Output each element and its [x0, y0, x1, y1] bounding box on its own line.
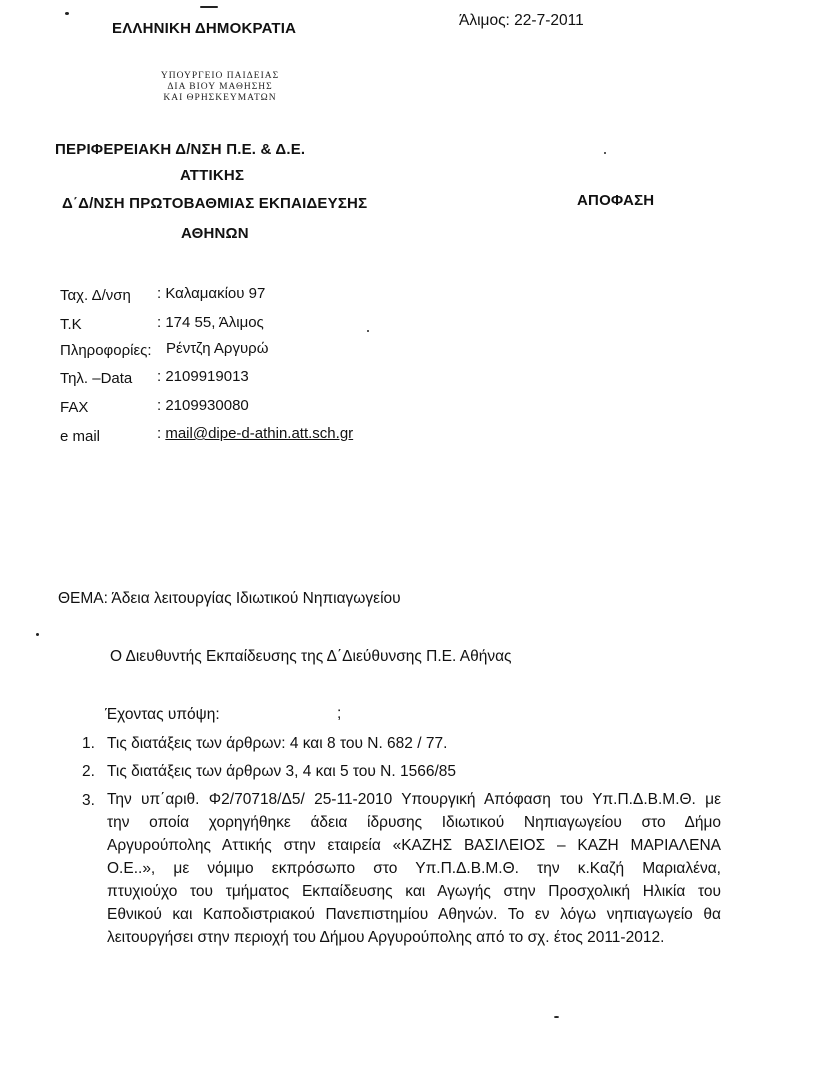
contact-label: Τ.Κ	[60, 316, 82, 333]
ministry-block	[130, 71, 310, 104]
paragraph-line: Ο.Ε..», με νόμιμο εκπρόσωπο στο Υπ.Π.Δ.Β.Μ.Θ. την κ.Καζή Μαριαλένα,	[107, 860, 721, 877]
directorate-line: ΠΕΡΙΦΕΡΕΙΑΚΗ Δ/ΝΣΗ Π.Ε. & Δ.Ε.	[55, 141, 306, 158]
contact-value: : 2109930080	[157, 397, 249, 414]
considering-heading: Έχοντας υπόψη:	[105, 706, 220, 723]
list-item-paragraph	[107, 788, 721, 949]
contact-value: : 174 55, Άλιμος	[157, 314, 264, 331]
paragraph-line: Την υπ΄αριθ. Φ2/70718/Δ5/ 25-11-2010 Υπουργική Απόφαση του Υπ.Π.Δ.Β.Μ.Θ. με	[107, 791, 721, 808]
considering-mark: ;	[337, 705, 342, 722]
paragraph-line: πτυχιούχο του τμήματος Εκπαίδευσης και Αγωγής στην Προσχολική Ηλικία του	[107, 883, 721, 900]
list-item-text: Τις διατάξεις των άρθρων: 4 και 8 του Ν. 682 / 77.	[107, 735, 448, 752]
document-type: ΑΠΟΦΑΣΗ	[577, 192, 655, 209]
contact-value: : Καλαμακίου 97	[157, 285, 266, 302]
scan-speck	[65, 12, 69, 15]
contact-label: e mail	[60, 428, 101, 445]
list-number: 2.	[82, 763, 95, 780]
contact-label: Πληροφορίες:	[60, 342, 152, 359]
paragraph-line: την οποία χορηγήθηκε άδεια ίδρυσης Ιδιωτικού Νηπιαγωγείου στο Δήμο	[107, 814, 721, 831]
list-item-text: Τις διατάξεις των άρθρων 3, 4 και 5 του Ν. 1566/85	[107, 763, 457, 780]
directorate-line: ΑΤΤΙΚΗΣ	[180, 167, 245, 184]
scan-speck	[200, 6, 218, 8]
list-number: 1.	[82, 735, 95, 752]
email-line	[157, 425, 353, 442]
contact-value: : 2109919013	[157, 368, 249, 385]
paragraph-line: λειτουργήσει στην περιοχή του Δήμου Αργυρούπολης από το σχ. έτος 2011-2012.	[107, 929, 665, 946]
director-line: Ο Διευθυντής Εκπαίδευσης της Δ΄Διεύθυνσης Π.Ε. Αθήνας	[110, 648, 512, 665]
contact-value: Ρέντζη Αργυρώ	[166, 340, 269, 357]
contact-label: Τηλ. –Data	[60, 370, 133, 387]
ministry-line: ΚΑΙ ΘΡΗΣΚΕΥΜΑΤΩΝ	[163, 93, 277, 103]
place-date: Άλιμος: 22-7-2011	[459, 12, 584, 29]
directorate-line: ΑΘΗΝΩΝ	[181, 225, 249, 242]
scan-speck	[367, 330, 369, 332]
subject-line: ΘΕΜΑ: Άδεια λειτουργίας Ιδιωτικού Νηπιαγωγείου	[58, 590, 401, 607]
republic-title: ΕΛΛΗΝΙΚΗ ΔΗΜΟΚΡΑΤΙΑ	[112, 20, 297, 37]
directorate-line: Δ΄Δ/ΝΣΗ ΠΡΩΤΟΒΑΘΜΙΑΣ ΕΚΠΑΙΔΕΥΣΗΣ	[62, 195, 368, 212]
scan-speck	[36, 633, 39, 636]
paragraph-line: Αργυρούπολης Αττικής στην εταιρεία «ΚΑΖΗΣ ΒΑΣΙΛΕΙΟΣ – ΚΑΖΗ ΜΑΡΙΑΛΕΝΑ	[107, 837, 721, 854]
paragraph-line: Εθνικού και Καποδιστριακού Πανεπιστημίου Αθηνών. Το εν λόγω νηπιαγωγείο θα	[107, 906, 721, 923]
contact-label: Ταχ. Δ/νση	[60, 287, 131, 304]
scan-speck	[554, 1016, 559, 1018]
list-number: 3.	[82, 792, 95, 809]
email-link[interactable]: mail@dipe-d-athin.att.sch.gr	[165, 425, 354, 442]
ministry-line: ΔΙΑ ΒΙΟΥ ΜΑΘΗΣΗΣ	[167, 82, 273, 92]
ministry-line: ΥΠΟΥΡΓΕΙΟ ΠΑΙΔΕΙΑΣ	[160, 71, 280, 81]
email-prefix: :	[157, 425, 166, 442]
contact-label: FAX	[60, 399, 89, 416]
scan-speck	[604, 152, 606, 154]
